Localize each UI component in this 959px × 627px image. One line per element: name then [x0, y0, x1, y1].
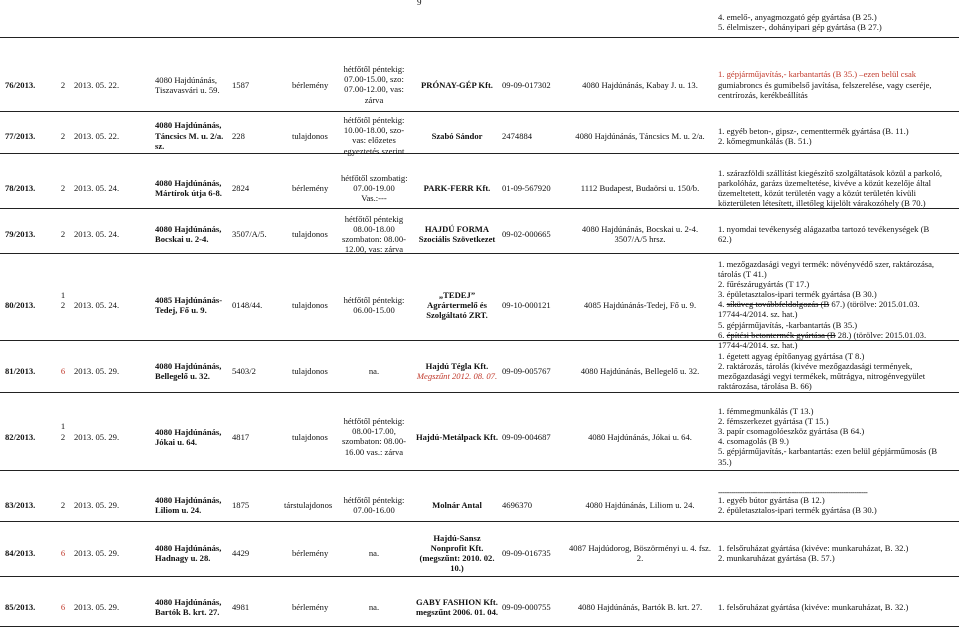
ownership-type: bérlemény [292, 548, 329, 559]
row-divider [0, 470, 959, 471]
registration-number: 78/2013. [5, 183, 36, 194]
opening-hours [341, 64, 407, 105]
address-line: Mártírok útja 6-8. [155, 188, 222, 199]
registration-date: 2013. 05. 29. [74, 366, 120, 377]
row-divider [0, 392, 959, 393]
row-divider [0, 111, 959, 112]
address-line: 4085 Hajdúnánás- [155, 295, 223, 306]
company-registry-number: 09-10-000121 [502, 300, 551, 311]
activity-item: 1. égetett agyag építőanyag gyártása (T 8.) [718, 350, 865, 361]
registered-seat [565, 131, 715, 141]
parcel-number: 2824 [232, 183, 250, 194]
activity-item: 1. egyéb bútor gyártása (B 12.) [718, 494, 825, 505]
address-line: Tedej, Fő u. 9. [155, 305, 207, 316]
activity-item: 4. csomagolás (B 9.) [718, 436, 789, 447]
registration-number: 83/2013. [5, 499, 36, 510]
category-number [58, 229, 68, 239]
address-line: Bellegelő u. 32. [155, 371, 210, 382]
activity-item: 4. emelő-, anyagmozgató gép gyártása (B 25.) [718, 12, 877, 22]
address-line: Bocskai u. 2-4. [155, 234, 209, 245]
registration-number: 84/2013. [5, 548, 36, 559]
site-address [155, 361, 221, 381]
hours-line: 16.00 vas.: zárva [344, 446, 404, 457]
address-line: Bartók B. krt. 27. [155, 606, 220, 617]
activity-item: 1. nyomdai tevékenység alágazatba tartozó tevékenységek (B [718, 224, 930, 235]
company-registry-number: 4696370 [502, 499, 533, 510]
hours-line: hétfőtől péntekig: [343, 64, 405, 75]
ownership-type: bérlemény [292, 79, 329, 90]
seat-line: 3507/A/5 hrsz. [614, 234, 666, 245]
category-digit: 1 [60, 421, 66, 432]
activity-item: üzemeltetett, közút területén vagy a közút területén kívüli [718, 187, 917, 198]
seat-line: 1112 Budapest, Budaörsi u. 150/b. [580, 183, 700, 194]
registered-seat [565, 183, 715, 193]
category-number [58, 548, 68, 558]
activity-item: mezőgazdasági vegyi termékek, műtrágya, nitrogénvegyület [718, 370, 926, 381]
category-number [58, 80, 68, 90]
activity-item: 17744-4/2014. sz. hat.) [718, 309, 798, 320]
activity-item: 62.) [718, 234, 732, 245]
category-digit: 2 [60, 499, 66, 510]
site-address [155, 427, 221, 447]
address-line: Hadnagy u. 28. [155, 553, 211, 564]
operator-name [414, 533, 500, 574]
operator-name [414, 361, 500, 381]
struck-text: síküveg továbbfeldolgozás (B [726, 299, 830, 310]
activity-list [718, 259, 934, 350]
opening-hours [341, 602, 407, 612]
company-registry-number: 09-02-000665 [502, 229, 551, 240]
activity-list [718, 406, 937, 467]
operator-name-line: „TEDEJ” [438, 289, 476, 300]
ownership-type: tulajdonos [292, 229, 328, 240]
operator-name [414, 432, 500, 442]
parcel-number: 4981 [232, 601, 250, 612]
address-line: 4080 Hajdúnánás, [155, 178, 222, 189]
opening-hours [341, 495, 407, 515]
seat-line: 2. [636, 553, 644, 564]
activity-item: 2. kőmegmunkálás (B. 51.) [718, 135, 812, 146]
activity-item: parkolóház, garázs üzemeltetése, kivéve a közút kezelője által [718, 177, 932, 188]
category-digit: 2 [60, 300, 66, 311]
company-registry-number: 09-09-017302 [502, 79, 551, 90]
activity-list [718, 495, 877, 515]
activity-item: 1. szárazföldi szállítást kiegészítő szolgáltatások közül a parkoló, [718, 167, 943, 178]
activity-item: 2. raktározás, tárolás (kivéve mezőgazdasági termények, [718, 360, 913, 371]
hours-line: vas: előzetes [352, 135, 396, 146]
registration-date: 2013. 05. 29. [74, 431, 120, 442]
activity-item: közterületen létesített, illetőleg kijelölt várakozóhely (B 70.) [718, 198, 926, 209]
opening-hours [341, 214, 407, 255]
parcel-number: 4429 [232, 548, 250, 559]
address-line: 4080 Hajdúnánás, [155, 120, 222, 131]
hours-line: 06.00-15.00 [353, 305, 395, 316]
registration-date: 2013. 05. 22. [74, 130, 120, 141]
ownership-type: tulajdonos [292, 366, 328, 377]
activity-list [718, 126, 909, 146]
activity-list [718, 224, 929, 244]
address-line: Liliom u. 24. [155, 504, 202, 515]
activity-item: 2. munkaruházat gyártása (B. 57.) [718, 553, 835, 564]
category-number [58, 131, 68, 141]
site-address [155, 295, 222, 315]
category-digit: 2 [60, 130, 66, 141]
opening-hours [341, 173, 407, 203]
hours-line: 08.00-18.00 [353, 223, 395, 234]
separator-dashes: --------------------------------------------------------------------- [718, 488, 868, 497]
activity-item: 17744-4/2014. sz. hat.) [718, 339, 798, 350]
registration-number: 76/2013. [5, 79, 36, 90]
ownership-type: tulajdonos [292, 300, 328, 311]
company-registry-number: 2474884 [502, 130, 533, 141]
hours-line: 12.00, vas: zárva [344, 244, 404, 255]
parcel-number: 3507/A/5. [232, 229, 267, 240]
hours-line: hétfőtől péntekig [344, 213, 404, 224]
seat-line: 4085 Hajdúnánás-Tedej, Fő u. 9. [583, 300, 697, 311]
row-divider [0, 37, 959, 38]
operator-name-line: 10.) [450, 563, 464, 574]
hours-line: Vas.:--- [361, 193, 387, 204]
company-registry-number: 09-09-000755 [502, 601, 551, 612]
seat-line: 4080 Hajdúnánás, Bellegelő u. 32. [580, 366, 700, 377]
registered-seat [565, 300, 715, 310]
parcel-number: 5403/2 [232, 366, 256, 377]
operator-name-line: PARK-FERR Kft. [423, 183, 491, 194]
site-address [155, 543, 221, 563]
operator-name [414, 290, 500, 320]
registered-seat [565, 80, 715, 90]
site-address [155, 597, 221, 617]
seat-line: 4080 Hajdúnánás, Kabay J. u. 13. [582, 79, 698, 90]
category-digit: 2 [60, 431, 66, 442]
hours-line: 07.00-19.00 [353, 183, 395, 194]
registration-number: 82/2013. [5, 431, 36, 442]
registered-seat [565, 366, 715, 376]
opening-hours [341, 548, 407, 558]
hours-line: 10.00-18.00, szo- [343, 125, 405, 136]
hours-line: na. [368, 601, 380, 612]
activity-item: 3. papír csomagolóeszköz gyártása (B 64.) [718, 426, 865, 437]
closed-note: Megszűnt 2012. 08. 07. [416, 371, 498, 382]
activity-item: 1. gépjárműjavítás,- karbantartás (B 35.) –ezen belül csak [718, 69, 917, 80]
operator-name-line: Hajdú-Sansz [433, 532, 481, 543]
registered-seat [565, 224, 715, 244]
activity-item: 4. síküveg továbbfeldolgozás (B 67.) (törölve: 2015.01.03. [718, 299, 920, 310]
hours-line: 07.00-15.00, szo: [344, 74, 404, 85]
address-line: 4080 Hajdúnánás, [155, 494, 222, 505]
address-line: 4080 Hajdúnánás, [155, 74, 218, 85]
operator-name [414, 500, 500, 510]
registration-date: 2013. 05. 29. [74, 499, 120, 510]
activity-item: 1. felsőruházat gyártása (kivéve: munkaruházat, B. 32.) [718, 543, 909, 554]
operator-name-line: (megszűnt: 2010. 02. [419, 552, 495, 563]
category-number [58, 500, 68, 510]
parcel-number: 1587 [232, 79, 250, 90]
hours-line: hétfőtől péntekig: [343, 494, 405, 505]
activity-item: gumiabroncs és gumibelső javítása, felszerelése, vagy cseréje, [718, 79, 932, 90]
activity-list [718, 168, 942, 209]
seat-line: 4080 Hajdúnánás, Táncsics M. u. 2/a. [575, 130, 705, 141]
operator-name-line: Szolgáltató ZRT. [426, 310, 488, 321]
hours-line: hétfőtől péntekig: [343, 416, 405, 427]
operator-name-line: Hajdú-Metálpack Kft. [415, 431, 499, 442]
registration-number: 85/2013. [5, 601, 36, 612]
company-registry-number: 09-09-005767 [502, 366, 551, 377]
address-line: sz. [155, 140, 165, 151]
hours-line: egyeztetés szerint [343, 145, 405, 156]
activity-item: raktározása, tárolása B. 66) [718, 381, 812, 392]
registered-seat [565, 500, 715, 510]
operator-name-line: PRÓNAY-GÉP Kft. [421, 79, 493, 90]
hours-line: zárva [364, 94, 384, 105]
category-number [58, 602, 68, 612]
operator-name [414, 131, 500, 141]
activity-item: 6. építési betontermék gyártása (B 28.) (törölve: 2015.01.03. [718, 329, 927, 340]
operator-name-line: Szabó Sándor [431, 130, 483, 141]
activity-item: 5. gépjárműjavítás, -karbantartás (B 35.) [718, 319, 858, 330]
ownership-type: bérlemény [292, 601, 329, 612]
site-address [155, 120, 223, 150]
activity-item: 1. mezőgazdasági vegyi termék: növényvédő szer, raktározása, [718, 258, 935, 269]
seat-line: 4080 Hajdúnánás, Bocskai u. 2-4. [581, 224, 699, 235]
activity-item: 35.) [718, 456, 732, 467]
ownership-type: bérlemény [292, 183, 329, 194]
category-digit: 6 [60, 601, 66, 612]
seat-line: 4087 Hajdúdorog, Böszörményi u. 4. fsz. [568, 543, 711, 554]
category-number [58, 366, 68, 376]
operator-name-line: Agrártermelő és [427, 300, 487, 311]
address-line: 4080 Hajdúnánás, [155, 426, 222, 437]
ownership-type: társtulajdonos [284, 499, 333, 510]
hours-line: szombaton: 08.00- [342, 233, 406, 244]
category-number [58, 183, 68, 193]
address-line: 4080 Hajdúnánás, [155, 224, 222, 235]
hours-line: na. [368, 366, 380, 377]
registration-number: 81/2013. [5, 366, 36, 377]
opening-hours [341, 295, 407, 315]
registration-date: 2013. 05. 22. [74, 79, 120, 90]
category-digit: 2 [60, 79, 66, 90]
activity-item: 1. felsőruházat gyártása (kivéve: munkaruházat, B. 32.) [718, 601, 909, 612]
page-number: 9 [417, 0, 422, 7]
row-divider [0, 576, 959, 577]
row-divider [0, 521, 959, 522]
address-line: Tiszavasvári u. 59. [155, 84, 220, 95]
category-digit: 2 [60, 229, 66, 240]
operator-name-line: Molnár Antal [432, 499, 482, 510]
activity-item: centrírozás, kerékbeállítás [718, 89, 808, 100]
hours-line: szombaton: 08.00- [342, 436, 406, 447]
operator-name-line: megszűnt 2006. 01. 04. [415, 606, 499, 617]
site-address [155, 75, 220, 95]
parcel-number: 4817 [232, 431, 250, 442]
hours-line: na. [368, 548, 380, 559]
row-divider [0, 153, 959, 154]
seat-line: 4080 Hajdúnánás, Jókai u. 64. [588, 431, 692, 442]
registration-number: 79/2013. [5, 229, 36, 240]
ownership-type: tulajdonos [292, 431, 328, 442]
registered-seat [565, 543, 715, 563]
operator-name-line: HAJDÚ FORMA [424, 224, 490, 235]
address-line: Jókai u. 64. [155, 436, 198, 447]
category-digit: 6 [60, 548, 66, 559]
registration-date: 2013. 05. 24. [74, 229, 120, 240]
hours-line: hétfőtől szombatig: [341, 172, 408, 183]
registration-date: 2013. 05. 29. [74, 548, 120, 559]
hours-line: 07.00-12.00, vas: [344, 84, 404, 95]
site-address [155, 495, 221, 515]
hours-line: 08.00-17.00, [352, 426, 396, 437]
company-registry-number: 01-09-567920 [502, 183, 551, 194]
company-registry-number: 09-09-016735 [502, 548, 551, 559]
registration-date: 2013. 05. 24. [74, 300, 120, 311]
activity-item: 2. fémszerkezet gyártása (T 15.) [718, 415, 829, 426]
address-line: 4080 Hajdúnánás, [155, 596, 222, 607]
hours-line: hétfőtől péntekig: [343, 295, 405, 306]
operator-name [414, 183, 500, 193]
activity-item: 5. gépjárműjavítás,- karbantartás: ezen belül gépjárműmosás (B [718, 446, 938, 457]
activity-item: 1. fémmegmunkálás (T 13.) [718, 405, 814, 416]
activity-list [718, 602, 908, 612]
opening-hours [341, 416, 407, 457]
registration-number: 77/2013. [5, 130, 36, 141]
category-digit: 6 [60, 366, 66, 377]
opening-hours [341, 115, 407, 156]
operator-name-line: Nonprofit Kft. [430, 542, 484, 553]
category-digit: 2 [60, 183, 66, 194]
operator-name [414, 224, 500, 244]
address-line: 4080 Hajdúnánás, [155, 361, 222, 372]
registration-number: 80/2013. [5, 300, 36, 311]
operator-name [414, 597, 500, 617]
parcel-number: 228 [232, 130, 245, 141]
seat-line: 4080 Hajdúnánás, Liliom u. 24. [585, 499, 695, 510]
seat-line: 4080 Hajdúnánás, Bartók B. krt. 27. [577, 601, 703, 612]
parcel-number: 1875 [232, 499, 250, 510]
operator-name-line: Szociális Szövetkezet [418, 234, 496, 245]
activity-item: 5. élelmiszer-, dohányipari gép gyártása (B 27.) [718, 22, 882, 33]
top-activities [718, 12, 882, 32]
ownership-type: tulajdonos [292, 130, 328, 141]
activity-list [718, 351, 925, 392]
operator-name [414, 80, 500, 90]
activity-item: 2. fűrészárugyártás (T 17.) [718, 278, 810, 289]
hours-line: 07.00-16.00 [353, 504, 395, 515]
struck-text: építési betontermék gyártása (B [726, 329, 836, 340]
parcel-number: 0148/44. [232, 300, 263, 311]
category-number [58, 290, 68, 310]
category-digit: 1 [60, 289, 66, 300]
operator-name-line: GABY FASHION Kft. [416, 596, 498, 607]
operator-name-line: Hajdú Tégla Kft. [425, 361, 489, 372]
registration-date: 2013. 05. 24. [74, 183, 120, 194]
registered-seat [565, 602, 715, 612]
opening-hours [341, 366, 407, 376]
address-line: 4080 Hajdúnánás, [155, 543, 222, 554]
activity-item: 1. egyéb beton-, gipsz-, cementtermék gyártása (B. 11.) [718, 125, 909, 136]
category-number [58, 421, 68, 441]
site-address [155, 224, 221, 244]
row-divider [0, 253, 959, 254]
activity-item: tárolás (T 41.) [718, 268, 767, 279]
site-address [155, 178, 222, 198]
activity-list [718, 69, 932, 99]
address-line: Táncsics M. u. 2/a. [155, 130, 224, 141]
activity-item: 2. épületasztalos-ipari termék gyártása (B 30.) [718, 504, 877, 515]
company-registry-number: 09-09-004687 [502, 431, 551, 442]
registration-date: 2013. 05. 29. [74, 601, 120, 612]
activity-item: 3. épületasztalos-ipari termék gyártása (B 30.) [718, 289, 877, 300]
hours-line: hétfőtől péntekig: [343, 115, 405, 126]
activity-list [718, 543, 908, 563]
registered-seat [565, 432, 715, 442]
